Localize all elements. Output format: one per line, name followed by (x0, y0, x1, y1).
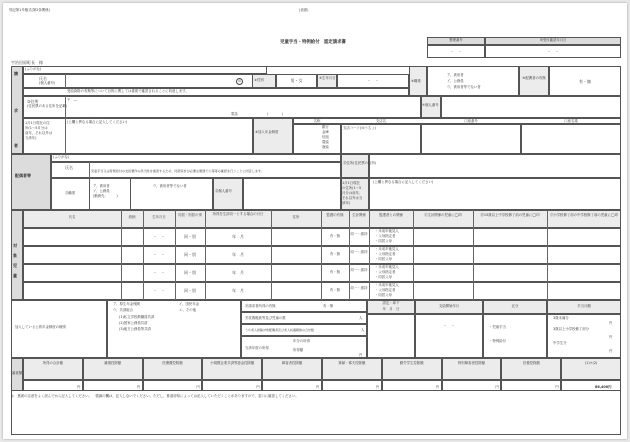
divider (65, 96, 66, 118)
child-date: 年 月 (232, 252, 244, 257)
applicant-section-label-3: 者 (14, 143, 18, 148)
spouse-jan-note: (上欄と異なる場合に記入してください) (373, 180, 434, 184)
form-title: 児童手当・特例給付 認定請求書 (280, 40, 346, 45)
deduction-header: 寡婦・寡夫控除額 (338, 361, 366, 365)
bank-account-field[interactable] (421, 124, 521, 154)
spouse-jan-label-4: それ以外は当 (342, 196, 363, 200)
column-divider (271, 210, 272, 300)
spouse-job-label: ⑪職業 (65, 191, 76, 195)
start-value: ・ ・ (443, 323, 455, 328)
amount-yen-1: 円 (609, 321, 613, 325)
applicant-furigana-label: (ふりがな) (25, 67, 42, 71)
column-divider (369, 210, 370, 300)
children-section-label-2: 象 (13, 253, 17, 258)
child-cohabit: 同・別 (184, 234, 196, 239)
footer-note: ◎ 裏面の注意をよく読んでから記入してください。 強調の欄は、記入しないでください。ただし、都道府県によっては記入していただくことがありますので、窓口に確認してください。 (11, 394, 299, 398)
pension-label-box (11, 300, 107, 358)
child-birth: ・ ・ (153, 252, 165, 257)
child-col-15: ⑮生計関係の児童に◯印 (424, 213, 462, 217)
amount-row-1: 3歳未満分 (553, 316, 569, 320)
type-opt-2: ・特例給付 (489, 339, 506, 343)
deductions-label: 審査額 (12, 371, 23, 375)
child-col-birth: 生年月日 (152, 215, 166, 219)
deduction-yen: 円 (316, 385, 320, 389)
deduction-value-cell[interactable] (202, 380, 262, 391)
child-col-guardian: 監護者との関係 (379, 213, 403, 217)
child-date: 年 月 (232, 288, 244, 293)
child-cohabit: 同・別 (184, 252, 196, 257)
child-care: 有・無 (329, 288, 341, 292)
job-opt-1: ア、被用者 (447, 73, 464, 77)
divider (89, 162, 90, 178)
spouse-job-opt-3: ウ、被用者等でない者 (153, 184, 187, 188)
pension-question: 加入している公的年金制度の種別 (15, 325, 66, 329)
pension-opt-1: ア、厚生年金保険 (113, 302, 140, 306)
child-col-relation: 続柄 (128, 215, 136, 219)
deduction-header: 雑損控除額 (104, 361, 122, 365)
gender-options: 男・女 (290, 78, 303, 83)
bank-type-5: 漁協 (322, 145, 329, 149)
bank-type-2: 金庫 (322, 130, 329, 134)
pension-sub-2: (2)国家公務員共済 (119, 321, 148, 325)
deduction-value-cell[interactable] (143, 380, 203, 391)
address-sub: (住民票のある住所を記載) (27, 104, 67, 108)
mynumber-field[interactable] (441, 96, 621, 118)
child-relation-2: ・父母指定者 (375, 252, 396, 256)
deduction-header: 小規模企業共済等掛金控除額 (210, 361, 255, 365)
approve-date: 年 月 日 (382, 307, 400, 311)
bank-type-3: 信組 (322, 135, 329, 139)
jan-label-3: 前年、それ以外は (25, 131, 53, 135)
gender-label: ②性別 (254, 78, 264, 82)
amount-yen-2: 円 (609, 335, 613, 339)
spouse-residence-label: ⑬住所(住民票の住所) (343, 161, 377, 165)
spouse-furigana-label: (ふりがな) (53, 155, 70, 159)
postal-code: 〒 ― (67, 98, 78, 102)
deduction-value-cell[interactable] (442, 380, 502, 391)
deduction-total: 86,400円 (595, 385, 612, 389)
job-opt-3: ウ、被用者等でない者 (447, 85, 481, 89)
child-col-17: ⑰小学校修了前の中学校修了前の児童に◯印 (549, 213, 619, 217)
column-divider (349, 210, 350, 300)
deduction-header: 勤労学生控除額 (399, 361, 424, 365)
elder-label: うち老人控除対象配偶者及び老人扶養親族の合計数 (245, 328, 315, 332)
jan-note: (上欄と異なる場合に記入してください) (67, 120, 128, 124)
child-relation-2: ・父母指定者 (375, 288, 396, 292)
child-cohabit: 同・別 (184, 270, 196, 275)
bank-holder-field[interactable] (521, 124, 621, 154)
deduction-value-cell[interactable] (83, 380, 143, 391)
income-exists-options: 有・無 (323, 304, 334, 308)
deduction-yen: 円 (375, 385, 380, 389)
consent-text: 受給資格の有無等について目的に関しては書面で確認されることに同意します。 (67, 89, 189, 93)
applicant-name-field[interactable] (23, 74, 267, 88)
nen-label: 年分の所得 (293, 339, 310, 343)
pension-opt-4: エ、その他 (179, 308, 197, 312)
side-label: (表面) (299, 8, 309, 12)
child-relation-3: ・同居父母 (375, 239, 392, 243)
spouse-residence-field[interactable] (369, 154, 621, 178)
column-divider (321, 210, 322, 300)
pension-label-cell (253, 118, 293, 154)
spouse-job-sub: (勤務先： ) (93, 194, 118, 198)
deduction-yen: 円 (76, 385, 81, 389)
child-relation-1: ・未成年後見人 (375, 247, 399, 251)
phone-label: 電話 (231, 112, 238, 116)
children-section-label-3: 児 (13, 263, 17, 268)
spouse-consent: 児童手当又は特例給付の支給要件の該当性を審査するため、同居家計が必要な範囲で公簿等の確認を行うことに同意します。 (91, 169, 264, 173)
applicant-section-label-2: 求 (14, 108, 18, 113)
child-livelihood: 同一・維持 (350, 232, 368, 236)
start-field[interactable] (415, 314, 483, 358)
child-care: 有・無 (329, 234, 341, 238)
child-relation-1: ・未成年後見人 (375, 283, 399, 287)
column-divider (175, 210, 176, 300)
column-divider (473, 210, 474, 300)
pension-opt-3: ウ、共済組合 (113, 308, 134, 312)
receipt-no-label: 整理番号 (449, 38, 463, 42)
child-relation-3: ・同居父母 (375, 257, 392, 261)
bank-type-4: 農協 (322, 140, 329, 144)
spouse-residence-label-cell (341, 154, 369, 178)
form-page (3, 3, 627, 439)
child-livelihood: 同一・維持 (350, 286, 368, 290)
divider (65, 74, 66, 88)
deduction-header: (1)+(2) (584, 361, 598, 365)
deduction-value-cell[interactable] (262, 380, 322, 391)
income-amount-yen: 円 (359, 353, 363, 357)
elder-unit: 人 (361, 328, 365, 332)
deduction-value-cell[interactable] (561, 380, 621, 391)
spouse-mynumber-label: ⑫個人番号 (215, 189, 232, 193)
child-cohabit: 同・別 (184, 288, 196, 293)
child-relation-1: ・未成年後見人 (375, 265, 399, 269)
child-relation-1: ・未成年後見人 (375, 229, 399, 233)
birth-value: ・ ・ (367, 78, 379, 83)
amount-yen-3: 円 (609, 349, 613, 353)
deduction-yen: 円 (495, 385, 499, 389)
jan-label-4: 当該年) (25, 136, 37, 140)
deduction-yen: 円 (136, 385, 140, 389)
spouse-options: 有・無 (579, 79, 591, 84)
prior-label: 当該年度の所得 (245, 346, 269, 350)
pension-sub-1: (1)私立学校教職員共済 (119, 315, 155, 319)
child-relation-3: ・同居父母 (375, 275, 392, 279)
child-col-name: 氏名 (68, 215, 76, 219)
column-divider (547, 210, 548, 300)
spouse-label: ⑤配偶者の有無 (522, 76, 546, 80)
pension-sub-3: (3)地方公務員等共済 (119, 327, 151, 331)
bank-col-name: 名称 (313, 119, 321, 123)
child-col-care: 監護の有無 (326, 213, 344, 217)
applicant-furigana-field[interactable] (23, 66, 267, 74)
type-opt-1: ・児童手当 (489, 325, 506, 329)
income-exists-label: ⑱請求者所得の有無 (245, 304, 276, 308)
spouse-jan-label-1: 1月1日現在 (342, 181, 360, 185)
deduction-header: 扶養控除額 (522, 361, 540, 365)
spouse-label-cell (519, 66, 549, 96)
mynumber-label-cell (421, 96, 441, 118)
spouse-name-label: 氏名 (65, 165, 73, 170)
seal-mark: 印 (237, 79, 241, 83)
column-divider (413, 210, 414, 300)
child-relation-2: ・父母指定者 (375, 270, 396, 274)
bank-col-account: 口座番号 (464, 119, 478, 123)
child-col-16: ⑯15歳以上中学校修了前の児童に◯印 (480, 213, 540, 217)
job-opt-2: イ、公務員 (447, 79, 464, 83)
deduction-value-cell[interactable] (501, 380, 561, 391)
pension-opt-2: イ、国民年金 (179, 302, 200, 306)
deduction-header: 特別障害者控除額 (457, 361, 486, 365)
approve-label: 認定・却下 (382, 301, 400, 305)
child-date: 年 月 (232, 270, 244, 275)
spouse-jan-label-2: の住所(1～5 (342, 186, 362, 190)
child-livelihood: 同一・維持 (350, 250, 368, 254)
bank-col-branch: 支店名 (375, 119, 387, 123)
deduction-value-cell[interactable] (23, 380, 83, 391)
deduction-value-cell[interactable] (322, 380, 382, 391)
column-divider (205, 210, 206, 300)
spouse-mynumber-label-cell (213, 178, 243, 210)
child-birth: ・ ・ (153, 288, 165, 293)
deduction-value-cell[interactable] (382, 380, 442, 391)
child-care: 有・無 (329, 252, 341, 256)
birth-label: ③生年月日 (319, 76, 336, 80)
receipt-date-value: ・ ・ (547, 49, 559, 54)
spouse-section-bar (11, 154, 51, 210)
branch-code-label: 支店コード(ゆうちょ) (343, 126, 377, 130)
spouse-mynumber-field[interactable] (243, 178, 341, 210)
type-field[interactable] (483, 314, 547, 358)
job-field[interactable] (427, 66, 519, 96)
dependents-unit: 人 (359, 316, 363, 320)
children-section-label: 対 (13, 243, 17, 248)
spouse-job-opt-1: ア、被用者 (93, 184, 110, 188)
child-col-cohabit: 同居・別居の別 (178, 213, 202, 217)
address-field[interactable] (23, 96, 421, 118)
spouse-jan-label-3: 月分は前年、 (342, 191, 363, 195)
pension-label: ⑧加入年金制度 (255, 130, 279, 134)
spouse-section-label: 配偶者等 (15, 173, 31, 178)
applicant-name-label: 氏名 (39, 76, 47, 81)
applicant-section-label: 請 (14, 71, 18, 76)
deduction-yen: 円 (435, 385, 439, 389)
type-label: 区分 (511, 304, 519, 308)
address-label: ③住所 (27, 99, 39, 104)
child-relation-3: ・同居父母 (375, 293, 392, 297)
bank-name-field[interactable] (293, 124, 341, 154)
column-divider (143, 210, 144, 300)
child-birth: ・ ・ (153, 234, 165, 239)
receipt-date-label: 申受付確認年月日 (539, 38, 567, 42)
divider (65, 118, 66, 154)
deduction-yen: 円 (256, 385, 260, 389)
addressee: 宇治田原町長 様 (11, 60, 43, 65)
spouse-furigana-field[interactable] (51, 154, 341, 162)
child-col-date: 所得を生計同一とする場合の月日 (212, 212, 264, 216)
children-section-label-4: 童 (13, 273, 17, 278)
spouse-job-opt-2: イ、公務員 (93, 189, 110, 193)
mynumber-label: ⑦個人番号 (422, 103, 439, 107)
phone-paren: ( ) (267, 112, 284, 116)
approve-field[interactable] (367, 314, 415, 358)
amount-label: 手当月額 (577, 304, 591, 308)
deduction-yen: 円 (196, 385, 200, 389)
child-col-address: 住所 (292, 215, 300, 219)
deduction-yen: 円 (555, 385, 559, 389)
child-relation-2: ・父母指定者 (375, 234, 396, 238)
income-amount-label: 所得額 (293, 348, 304, 352)
dependents-label: ⑲扶養親族等及び児童の数 (245, 316, 286, 320)
deduction-header: 医療費控除額 (162, 361, 183, 365)
child-care: 有・無 (329, 270, 341, 274)
jan-label-2: 所(1～5月分は (25, 126, 48, 130)
bank-type-1: 銀行 (322, 125, 329, 129)
child-livelihood: 同一・維持 (350, 268, 368, 272)
jan-address-field[interactable] (23, 118, 253, 154)
applicant-name-sub: (個人番号) (39, 81, 56, 85)
amount-row-3: 中学生分 (553, 341, 567, 345)
child-birth: ・ ・ (153, 270, 165, 275)
child-date: 年 月 (232, 234, 244, 239)
bank-col-holder: 口座名義 (564, 119, 578, 123)
spouse-jan-label-5: 該年) (342, 201, 351, 205)
form-id: 別記第1号様式(第2条関係) (9, 8, 50, 12)
job-label: ④職業 (411, 79, 421, 83)
receipt-no-value: ・ ・ (450, 49, 462, 54)
column-divider (121, 210, 122, 300)
deduction-header: 障害者控除額 (281, 361, 303, 365)
child-col-livelihood: 生計関係 (352, 213, 366, 217)
start-label: 支給開始年月 (438, 304, 460, 308)
deduction-header: 所得の合計額 (42, 361, 64, 365)
jan-label-1: 1月1日現在の住 (25, 121, 50, 125)
amount-row-2: 3歳以上小学校修了前分 (553, 327, 590, 331)
